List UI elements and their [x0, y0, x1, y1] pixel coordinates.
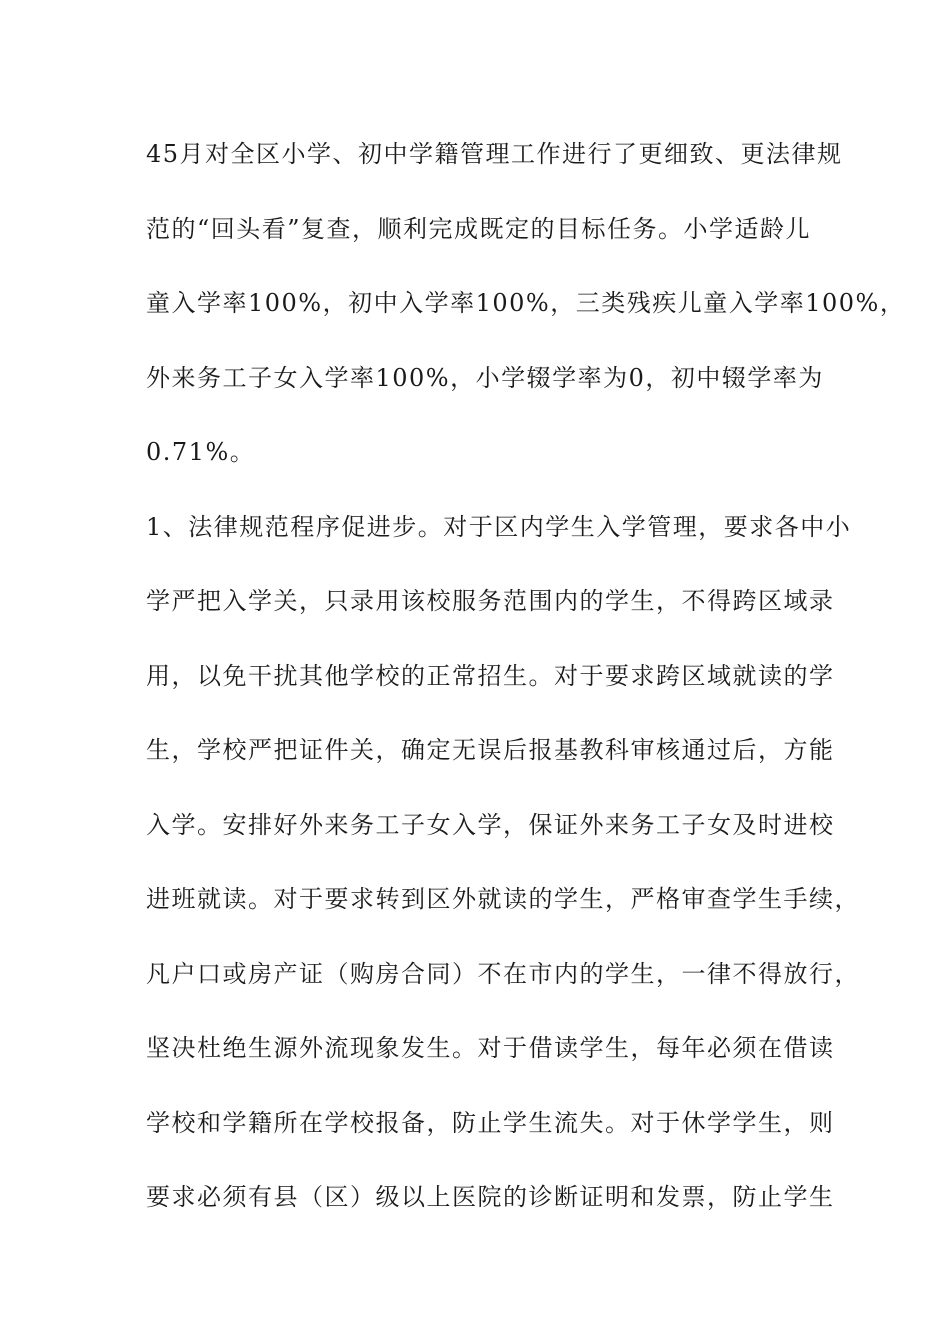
- text-line: 童入学率100%，初中入学率100%，三类残疾儿童入学率100%，: [146, 289, 906, 317]
- text-line: 学校和学籍所在学校报备，防止学生流失。对于休学学生，则: [146, 1108, 835, 1137]
- text-line: 生，学校严把证件关，确定无误后报基教科审核通过后，方能: [146, 736, 835, 764]
- text-line: 外来务工子女入学率100%，小学辍学率为0，初中辍学率为: [146, 363, 824, 392]
- text-line: 学严把入学关，只录用该校服务范围内的学生，不得跨区域录: [146, 587, 835, 615]
- text-line: 用，以免干扰其他学校的正常招生。对于要求跨区域就读的学: [146, 661, 835, 690]
- text-line: 要求必须有县（区）级以上医院的诊断证明和发票，防止学生: [146, 1183, 835, 1211]
- text-line: 进班就读。对于要求转到区外就读的学生，严格审查学生手续，: [146, 885, 860, 913]
- text-line: 1、法律规范程序促进步。对于区内学生入学管理，要求各中小: [146, 512, 852, 541]
- text-line: 坚决杜绝生源外流现象发生。对于借读学生，每年必须在借读: [146, 1034, 835, 1062]
- text-line: 入学。安排好外来务工子女入学，保证外来务工子女及时进校: [146, 810, 835, 839]
- text-line: 范的“回头看”复查，顺利完成既定的目标任务。小学适龄儿: [146, 214, 812, 243]
- text-line: 45月对全区小学、初中学籍管理工作进行了更细致、更法律规: [146, 140, 843, 168]
- body-text: [146, 132, 906, 1250]
- text-line: 0.71%。: [146, 438, 256, 466]
- text-line: 凡户口或房产证（购房合同）不在市内的学生，一律不得放行，: [146, 959, 860, 988]
